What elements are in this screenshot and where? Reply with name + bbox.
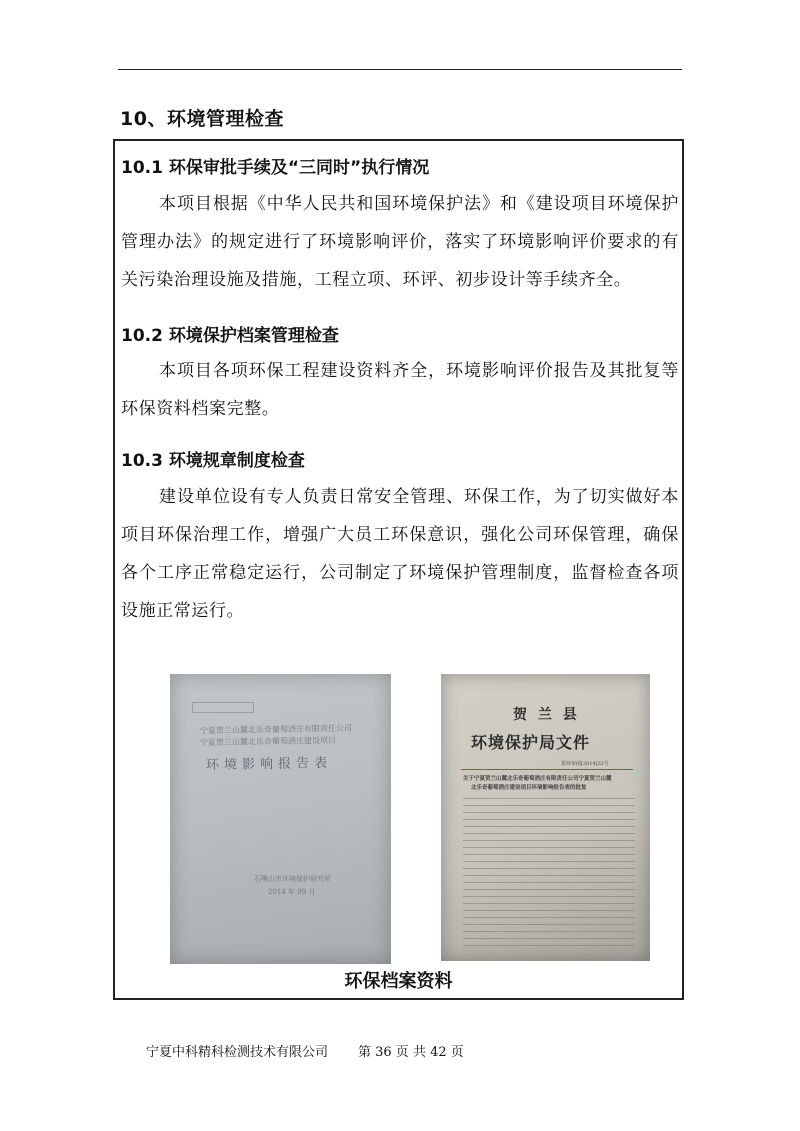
doc-body-text-lines bbox=[463, 798, 635, 948]
heading-10-2: 10.2 环境保护档案管理检查 bbox=[121, 326, 339, 346]
report-date: 2014 年 09 月 bbox=[268, 888, 316, 896]
doc-red-rule bbox=[461, 769, 633, 770]
report-stamp-box bbox=[192, 702, 254, 713]
paragraph-10-1: 本项目根据《中华人民共和国环境保护法》和《建设项目环境保护管理办法》的规定进行了环境影响评价，落实了环境影响评价要求的有关污染治理设施及措施，工程立项、环评、初步设计等手续齐全。 bbox=[121, 194, 679, 290]
section-heading: 10、环境管理检查 bbox=[120, 108, 284, 130]
paragraph-10-2: 本项目各项环保工程建设资料齐全，环境影响评价报告及其批复等环保资料档案完整。 bbox=[121, 361, 679, 419]
doc-bureau-title: 环境保护局文件 bbox=[471, 733, 591, 752]
report-title: 环境影响报告表 bbox=[205, 755, 333, 774]
footer-company: 宁夏中科精科检测技术有限公司 bbox=[146, 1045, 329, 1060]
heading-10-1: 10.1 环保审批手续及“三同时”执行情况 bbox=[121, 158, 430, 178]
report-org: 石嘴山市环境保护研究所 bbox=[254, 875, 331, 883]
photo-caption: 环保档案资料 bbox=[344, 971, 453, 992]
paragraph-10-3: 建设单位设有专人负责日常安全管理、环保工作，为了切实做好本项目环保治理工作，增强广大员工环保意识，强化公司环保管理，确保各个工序正常稳定运行，公司制定了环境保护管理制度，监督检查各项设施正常运行。 bbox=[121, 487, 679, 621]
header-rule bbox=[118, 69, 682, 70]
doc-subject-line1: 关于宁夏贺兰山麓北乐奇葡萄酒庄有限责任公司宁夏贺兰山麓 bbox=[463, 776, 612, 782]
doc-number: 贺环审函[2014]32号 bbox=[561, 761, 609, 767]
report-project-line: 宁夏贺兰山麓北乐奇葡萄酒庄建设项目 bbox=[199, 735, 337, 748]
photo-eia-report bbox=[170, 674, 391, 964]
report-company-line: 宁夏贺兰山麓北乐奇葡萄酒庄有限责任公司 bbox=[199, 723, 353, 736]
doc-subject-line2: 北乐奇葡萄酒庄建设项目环境影响报告表的批复 bbox=[471, 785, 587, 791]
photo-approval-document bbox=[441, 674, 650, 961]
heading-10-3: 10.3 环境规章制度检查 bbox=[121, 451, 305, 471]
doc-county: 贺 兰 县 bbox=[513, 707, 580, 723]
footer-page-number: 第 36 页 共 42 页 bbox=[358, 1045, 464, 1060]
content-box bbox=[113, 139, 684, 1000]
